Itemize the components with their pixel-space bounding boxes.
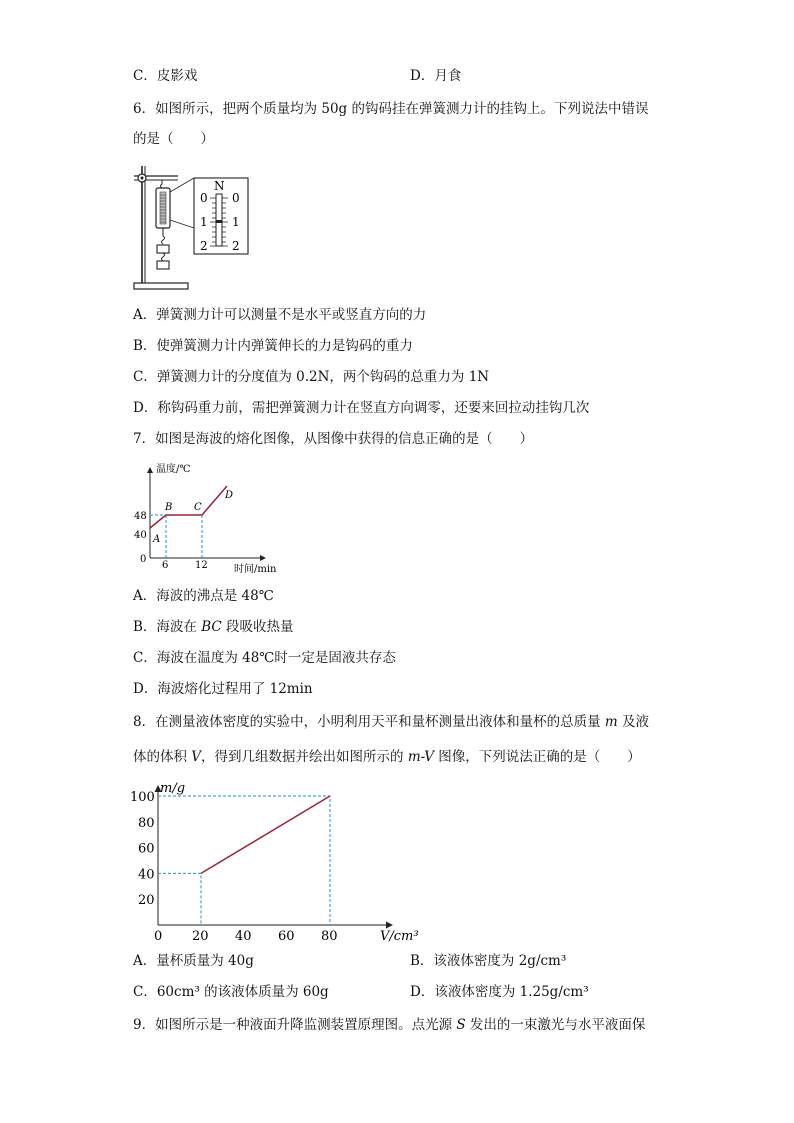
- point-b: B: [165, 502, 173, 513]
- mass-volume-graph: [130, 776, 430, 946]
- scale-right-1: 1: [232, 215, 240, 229]
- x-tick-20: 20: [192, 929, 209, 944]
- scale-pointer: [216, 220, 222, 223]
- y-tick-48: 48: [134, 511, 147, 522]
- spring-scale-figure: [130, 160, 260, 295]
- scale-right-0: 0: [232, 191, 240, 205]
- y-tick-20: 20: [138, 893, 155, 909]
- scale-left-2: 2: [200, 239, 208, 253]
- guide-line-80: [158, 796, 330, 925]
- y-axis-label: m/g: [160, 781, 186, 796]
- x-axis-label: V/cm³: [380, 929, 419, 944]
- q5-option-d: D．月食: [410, 68, 462, 84]
- point-d: D: [225, 490, 234, 501]
- x-axis-label: 时间/min: [234, 564, 277, 575]
- guide-line-20: [158, 873, 201, 925]
- scale-left-1: 1: [200, 215, 208, 229]
- q6-stem-line2: 的是（ ）: [133, 131, 214, 147]
- q7-stem: 7．如图是海波的熔化图像，从图像中获得的信息正确的是（ ）: [133, 431, 534, 447]
- y-axis-label: 温度/℃: [156, 464, 191, 475]
- q8-option-c: C．60cm³ 的该液体质量为 60g: [133, 984, 329, 1000]
- melting-graph: [130, 458, 280, 578]
- point-c: C: [194, 502, 202, 513]
- melting-curve: [150, 486, 227, 528]
- y-tick-100: 100: [130, 790, 155, 805]
- point-a: A: [153, 534, 161, 545]
- q8-option-d: D．该液体密度为 1.25g/cm³: [410, 984, 589, 1000]
- q7-option-a: A．海波的沸点是 48℃: [133, 588, 274, 604]
- q7-option-d: D．海波熔化过程用了 12min: [133, 681, 313, 697]
- q6-option-b: B．使弹簧测力计内弹簧伸长的力是钩码的重力: [133, 338, 413, 354]
- q8-option-b: B．该液体密度为 2g/cm³: [410, 953, 567, 969]
- mass-volume-line: [201, 796, 330, 873]
- q6-option-c: C．弹簧测力计的分度值为 0.2N，两个钩码的总重力为 1N: [133, 369, 490, 385]
- q8-option-a: A．量杯质量为 40g: [133, 953, 254, 969]
- x-tick-12: 12: [195, 560, 208, 571]
- x-tick-40: 40: [235, 929, 252, 944]
- scale-right-2: 2: [232, 239, 240, 253]
- y-tick-40: 40: [138, 867, 155, 883]
- x-tick-60: 60: [278, 929, 295, 944]
- origin-label: 0: [140, 554, 147, 565]
- y-tick-40: 40: [134, 530, 147, 541]
- q5-option-c: C．皮影戏: [133, 68, 198, 84]
- hook-weight-1: [157, 245, 169, 253]
- x-tick-80: 80: [321, 929, 338, 944]
- q9-stem: 9．如图所示是一种液面升降监测装置原理图。点光源 S 发出的一束激光与水平液面保: [133, 1017, 646, 1033]
- q6-option-a: A．弹簧测力计可以测量不是水平或竖直方向的力: [133, 307, 427, 323]
- y-tick-80: 80: [138, 815, 155, 831]
- q7-option-b: B．海波在 BC 段吸收热量: [133, 619, 294, 635]
- scale-unit: N: [214, 179, 225, 193]
- q8-stem-line2: 体的体积 V，得到几组数据并绘出如图所示的 m-V 图像，下列说法正确的是（ ）: [133, 749, 641, 765]
- q6-stem-line1: 6．如图所示，把两个质量均为 50g 的钩码挂在弹簧测力计的挂钩上。下列说法中错误: [133, 101, 649, 117]
- hook-weight-2: [157, 261, 169, 269]
- y-tick-60: 60: [138, 841, 155, 857]
- q8-stem-line1: 8．在测量液体密度的实验中，小明利用天平和量杯测量出液体和量杯的总质量 m 及液: [133, 714, 649, 730]
- stand-base: [134, 283, 188, 289]
- q6-option-d: D．称钩码重力前，需把弹簧测力计在竖直方向调零，还要来回拉动挂钩几次: [133, 400, 590, 416]
- scale-left-0: 0: [200, 191, 208, 205]
- q7-option-c: C．海波在温度为 48℃时一定是固液共存态: [133, 650, 396, 666]
- x-tick-0: 0: [154, 929, 163, 944]
- x-tick-6: 6: [162, 560, 169, 571]
